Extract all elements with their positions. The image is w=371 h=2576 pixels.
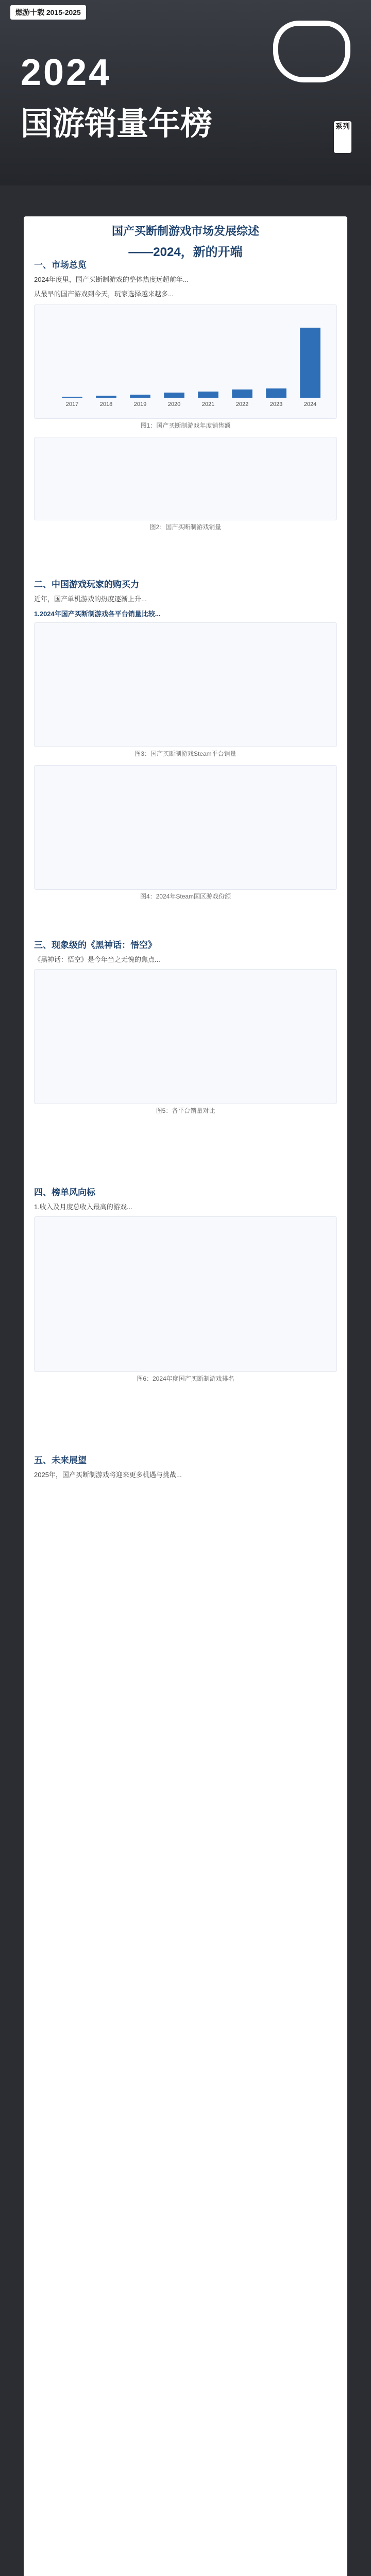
chart-x-tick: 2023 xyxy=(269,401,283,408)
section-5 xyxy=(34,1453,337,1484)
chart-6 xyxy=(34,1216,337,1372)
section-3-title: 三、现象级的《黑神话：悟空》 xyxy=(34,940,157,950)
chart-4-caption: 图4：2024年Steam国区游戏份额 xyxy=(140,893,231,900)
section-2 xyxy=(34,577,337,901)
chart-bar xyxy=(130,395,150,398)
headline-line1: 国产买断制游戏市场发展综述 xyxy=(111,225,259,238)
chart-x-tick: 2022 xyxy=(235,401,249,408)
section-2-title: 二、中国游戏玩家的购买力 xyxy=(34,580,139,589)
section-1 xyxy=(34,258,337,531)
hero-year: 2024 xyxy=(21,52,112,93)
gamepad-icon xyxy=(273,21,350,82)
chart-x-tick: 2019 xyxy=(133,401,147,408)
section-1-text-2: 从最早的国产游戏到今天，玩家选择越来越多... xyxy=(34,290,174,298)
chart-3 xyxy=(34,622,337,747)
chart-x-tick: 2024 xyxy=(303,401,317,408)
headline xyxy=(24,216,347,260)
chart-bar xyxy=(198,392,218,398)
chart-5-caption: 图5：各平台销量对比 xyxy=(156,1107,215,1114)
headline-line2: ——2024，新的开端 xyxy=(128,245,243,259)
content-card xyxy=(24,216,347,2576)
section-3 xyxy=(34,938,337,1115)
chart-x-tick: 2017 xyxy=(65,401,79,408)
chart-bar xyxy=(266,388,286,398)
hero xyxy=(0,0,371,185)
series-badge: 系列 xyxy=(334,121,351,153)
chart-bar xyxy=(164,393,184,398)
section-5-title: 五、未来展望 xyxy=(34,1455,87,1465)
chart-x-tick: 2021 xyxy=(201,401,215,408)
hero-title: 国游销量年榜 xyxy=(21,106,213,142)
chart-3-caption: 图3：国产买断制游戏Steam平台销量 xyxy=(134,750,237,757)
section-2-text: 近年，国产单机游戏的热度逐渐上升... xyxy=(34,595,147,603)
section-1-text: 2024年度里，国产买断制游戏的整体热度远超前年... xyxy=(34,276,189,283)
section-2-subtitle: 1.2024年国产买断制游戏各平台销量比较... xyxy=(34,610,161,618)
chart-5 xyxy=(34,969,337,1104)
chart-6-caption: 图6：2024年度国产买断制游戏排名 xyxy=(137,1375,234,1382)
chart-2 xyxy=(34,437,337,520)
section-4 xyxy=(34,1185,337,1383)
section-3-text: 《黑神话：悟空》是今年当之无愧的焦点... xyxy=(34,956,160,963)
chart-2-caption: 图2：国产买断制游戏销量 xyxy=(149,523,222,531)
section-4-text: 1.收入及月度总收入最高的游戏... xyxy=(34,1203,132,1211)
chart-1-caption: 图1：国产买断制游戏年度销售额 xyxy=(140,422,231,429)
chart-bar xyxy=(232,389,252,398)
chart-4 xyxy=(34,765,337,890)
chart-bar xyxy=(96,396,116,398)
chart-bar xyxy=(62,397,82,398)
chart-bar xyxy=(300,328,321,398)
section-4-title: 四、榜单风向标 xyxy=(34,1188,95,1197)
chart-x-tick: 2018 xyxy=(99,401,113,408)
section-5-text: 2025年，国产买断制游戏将迎来更多机遇与挑战... xyxy=(34,1471,182,1479)
section-1-title: 一、市场总览 xyxy=(34,260,87,270)
hero-tag: 燃游十载 2015-2025 xyxy=(10,5,86,20)
chart-1-svg xyxy=(35,305,338,418)
chart-1 xyxy=(34,304,337,419)
chart-x-tick: 2020 xyxy=(167,401,181,408)
